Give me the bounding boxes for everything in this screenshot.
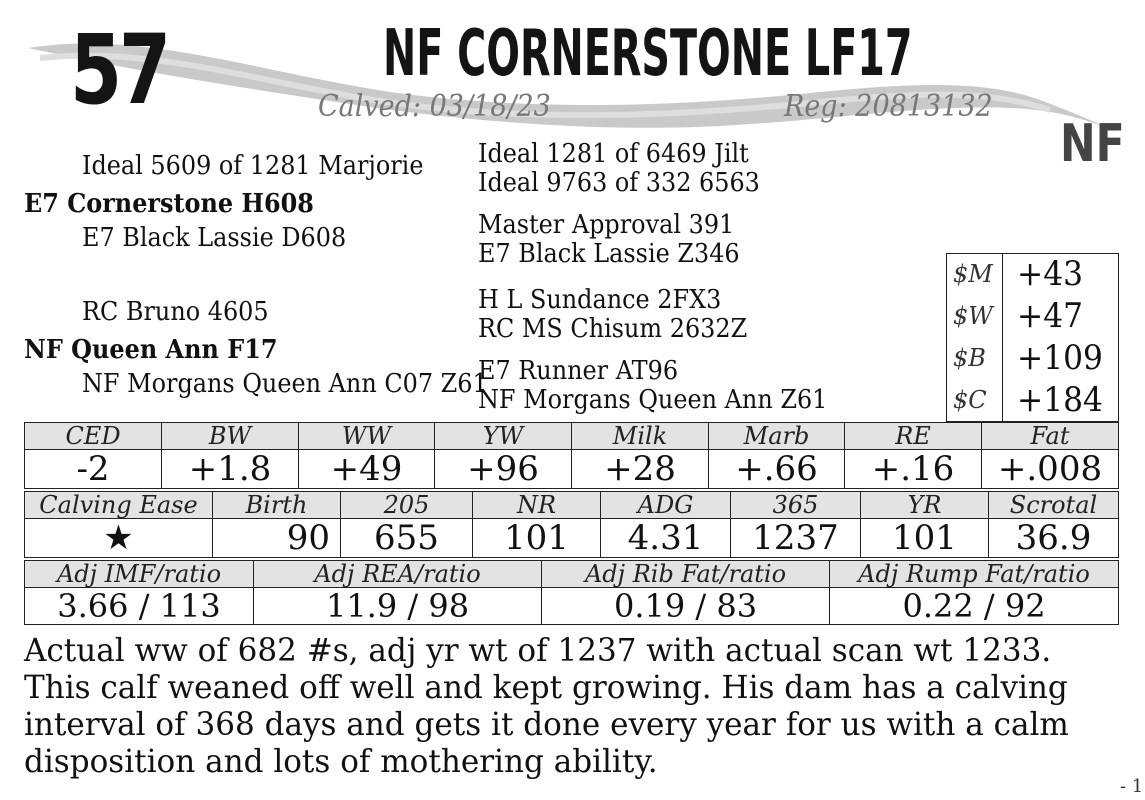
calving-ease-star-icon: ★ bbox=[25, 519, 213, 558]
lot-description: Actual ww of 682 #s, adj yr wt of 1237 with actual scan wt 1233. This calf weaned off well and kept growing. His dam has a calving interval of 368 days and gets it done every year for us with a calm disposition and lots of mothering ability. bbox=[24, 631, 1069, 780]
epd-header: BW bbox=[162, 423, 299, 450]
epd-header: YW bbox=[435, 423, 572, 450]
performance-header: 205 bbox=[341, 492, 473, 519]
pedigree-dam-sire-dam: RC MS Chisum 2632Z bbox=[478, 314, 748, 344]
pedigree-sire-dam-dam: E7 Black Lassie Z346 bbox=[478, 239, 740, 269]
performance-header: Calving Ease bbox=[25, 492, 213, 519]
epd-header: Marb bbox=[709, 423, 845, 450]
epd-value: +28 bbox=[572, 450, 709, 489]
pedigree-dam-dam: NF Morgans Queen Ann C07 Z61 bbox=[82, 369, 488, 399]
performance-value: 101 bbox=[861, 519, 989, 558]
index-row-w bbox=[947, 296, 1118, 337]
epd-value: +.008 bbox=[982, 450, 1119, 489]
epd-value: +96 bbox=[435, 450, 572, 489]
pedigree-sire-sire: Ideal 5609 of 1281 Marjorie bbox=[82, 151, 424, 181]
pedigree-dam: NF Queen Ann F17 bbox=[24, 335, 278, 365]
brand-logo: NF bbox=[1060, 114, 1125, 174]
performance-header: NR bbox=[473, 492, 601, 519]
epd-value: +.16 bbox=[845, 450, 982, 489]
index-value: +184 bbox=[1017, 380, 1103, 420]
epd-value: +49 bbox=[299, 450, 435, 489]
index-label: $M bbox=[953, 260, 993, 288]
carcass-header: Adj Rump Fat/ratio bbox=[830, 561, 1119, 588]
epd-value: -2 bbox=[25, 450, 162, 489]
epd-value: +.66 bbox=[709, 450, 845, 489]
performance-value: 655 bbox=[341, 519, 473, 558]
index-value: +47 bbox=[1017, 296, 1084, 336]
epd-header-row bbox=[25, 423, 1119, 450]
pedigree-sire-sire-sire: Ideal 1281 of 6469 Jilt bbox=[478, 139, 749, 169]
index-label: $W bbox=[953, 302, 993, 330]
index-label: $B bbox=[953, 344, 986, 372]
carcass-value: 0.22 / 92 bbox=[830, 588, 1119, 625]
epd-value-row bbox=[25, 450, 1119, 489]
animal-name: NF CORNERSTONE LF17 bbox=[383, 17, 913, 91]
index-value: +109 bbox=[1017, 338, 1103, 378]
pedigree-sire-sire-dam: Ideal 9763 of 332 6563 bbox=[478, 168, 760, 198]
carcass-header: Adj REA/ratio bbox=[254, 561, 542, 588]
performance-header: ADG bbox=[601, 492, 731, 519]
index-value: +43 bbox=[1017, 254, 1084, 294]
performance-value: 90 bbox=[213, 519, 341, 558]
epd-header: CED bbox=[25, 423, 162, 450]
performance-header-row bbox=[25, 492, 1119, 519]
pedigree-sire: E7 Cornerstone H608 bbox=[24, 189, 314, 219]
lot-number: 57 bbox=[70, 14, 168, 126]
dollar-index-box bbox=[946, 253, 1119, 422]
pedigree-sire-dam: E7 Black Lassie D608 bbox=[82, 223, 347, 253]
epd-header: Milk bbox=[572, 423, 709, 450]
performance-table bbox=[24, 491, 1119, 558]
performance-value: 36.9 bbox=[989, 519, 1119, 558]
pedigree-dam-sire: RC Bruno 4605 bbox=[82, 297, 269, 327]
index-row-m bbox=[947, 254, 1118, 295]
carcass-value-row bbox=[25, 588, 1119, 625]
performance-value-row bbox=[25, 519, 1119, 558]
performance-value: 101 bbox=[473, 519, 601, 558]
registration-number: Reg: 20813132 bbox=[784, 89, 993, 124]
performance-header: 365 bbox=[731, 492, 861, 519]
pedigree-dam-dam-sire: E7 Runner AT96 bbox=[478, 356, 679, 386]
carcass-table bbox=[24, 560, 1119, 625]
calved-date: Calved: 03/18/23 bbox=[318, 89, 551, 124]
epd-header: Fat bbox=[982, 423, 1119, 450]
index-row-c bbox=[947, 380, 1118, 421]
pedigree-dam-sire-sire: H L Sundance 2FX3 bbox=[478, 285, 722, 315]
index-label: $C bbox=[953, 386, 987, 414]
carcass-header-row bbox=[25, 561, 1119, 588]
carcass-header: Adj Rib Fat/ratio bbox=[542, 561, 830, 588]
carcass-value: 11.9 / 98 bbox=[254, 588, 542, 625]
pedigree-sire-dam-sire: Master Approval 391 bbox=[478, 210, 735, 240]
carcass-header: Adj IMF/ratio bbox=[25, 561, 254, 588]
performance-value: 1237 bbox=[731, 519, 861, 558]
carcass-value: 0.19 / 83 bbox=[542, 588, 830, 625]
performance-value: 4.31 bbox=[601, 519, 731, 558]
performance-header: YR bbox=[861, 492, 989, 519]
epd-table bbox=[24, 422, 1119, 489]
pedigree-dam-dam-dam: NF Morgans Queen Ann Z61 bbox=[478, 385, 828, 415]
epd-value: +1.8 bbox=[162, 450, 299, 489]
epd-header: RE bbox=[845, 423, 982, 450]
page-marker: - 1 bbox=[1120, 776, 1144, 797]
index-row-b bbox=[947, 338, 1118, 379]
performance-header: Scrotal bbox=[989, 492, 1119, 519]
carcass-value: 3.66 / 113 bbox=[25, 588, 254, 625]
epd-header: WW bbox=[299, 423, 435, 450]
performance-header: Birth bbox=[213, 492, 341, 519]
